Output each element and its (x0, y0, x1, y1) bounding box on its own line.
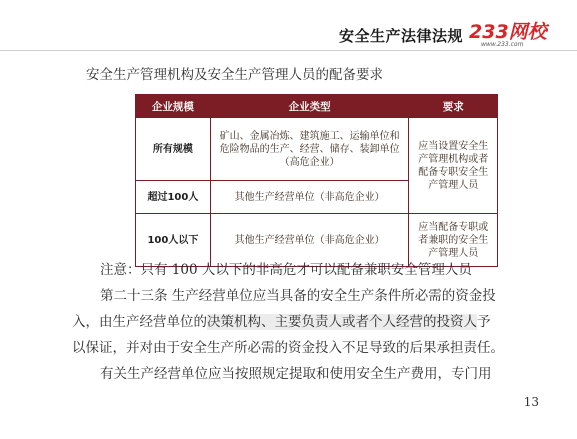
article-line-2-start: 入，由生产经营单位的 (72, 314, 207, 330)
requirements-table (135, 94, 498, 267)
cell-scale: 所有规模 (136, 118, 211, 181)
page-number: 13 (523, 395, 539, 409)
cell-type: 矿山、金属冶炼、建筑施工、运输单位和危险物品的生产、经营、储存、装卸单位（高危企业） (210, 118, 409, 181)
article-line-2 (72, 309, 542, 335)
header-divider (0, 50, 577, 51)
table-header-row (136, 95, 498, 118)
table-row (136, 118, 498, 181)
logo-text: 233网校 (469, 21, 547, 43)
note-line: 注意：只有 100 人以下的非高危才可以配备兼职安全管理人员 (100, 262, 472, 278)
article-line-3: 以保证，并对由于安全生产所必需的资金投入不足导致的后果承担责任。 (72, 340, 504, 356)
col-header-scale: 企业规模 (136, 95, 211, 118)
cell-scale: 100人以下 (136, 214, 211, 267)
cell-requirement: 应当配备专职或者兼职的安全生产管理人员 (409, 214, 498, 267)
article-line-1: 第二十三条 生产经营单位应当具备的安全生产条件所必需的资金投 (100, 288, 496, 304)
cell-requirement: 应当设置安全生产管理机构或者配备专职安全生产管理人员 (409, 118, 498, 214)
col-header-requirement: 要求 (409, 95, 498, 118)
cell-type: 其他生产经营单位（非高危企业） (210, 214, 409, 267)
cell-scale: 超过100人 (136, 181, 211, 214)
article-line-4: 有关生产经营单位应当按照规定提取和使用安全生产费用，专门用 (100, 366, 492, 382)
col-header-type: 企业类型 (210, 95, 409, 118)
header-title: 安全生产法律法规 (338, 27, 463, 45)
document-body (86, 64, 536, 86)
logo-url: www.233.com (481, 41, 524, 48)
article-line-2-end: 予 (477, 314, 491, 330)
cell-type: 其他生产经营单位（非高危企业） (210, 181, 409, 214)
site-logo (469, 21, 547, 48)
table-caption: 安全生产管理机构及安全生产管理人员的配备要求 (86, 67, 383, 83)
highlighted-text: 决策机构、主要负责人或者个人经营的投资人 (207, 314, 477, 330)
header-bar (338, 21, 547, 48)
